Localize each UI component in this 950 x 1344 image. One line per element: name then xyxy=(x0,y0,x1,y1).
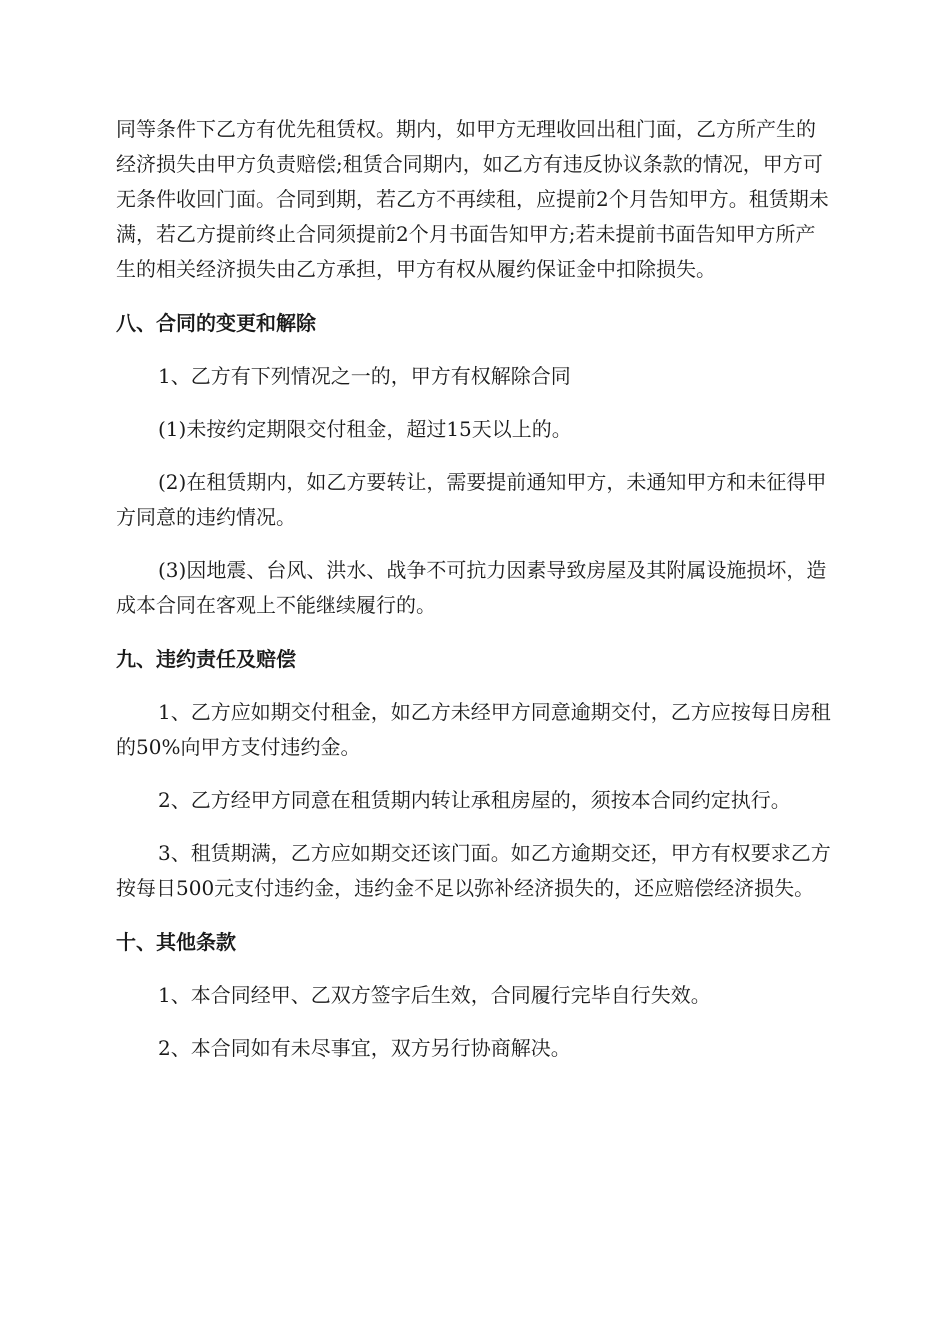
intro-paragraph: 同等条件下乙方有优先租赁权。期内，如甲方无理收回出租门面，乙方所产生的经济损失由甲方负责赔偿;租赁合同期内，如乙方有违反协议条款的情况，甲方可无条件收回门面。合同到期，若乙方不再续租，应提前2个月告知甲方。租赁期未满，若乙方提前终止合同须提前2个月书面告知甲方;若未提前书面告知甲方所产生的相关经济损失由乙方承担，甲方有权从履约保证金中扣除损失。 xyxy=(116,117,829,281)
section-8-sub-3: (3)因地震、台风、洪水、战争不可抗力因素导致房屋及其附属设施损坏，造成本合同在客观上不能继续履行的。 xyxy=(116,558,827,617)
section-9-item-1: 1、乙方应如期交付租金，如乙方未经甲方同意逾期交付，乙方应按每日房租的50%向甲方支付违约金。 xyxy=(116,700,831,759)
section-8-item-1: 1、乙方有下列情况之一的，甲方有权解除合同 xyxy=(158,364,571,388)
document-page xyxy=(116,112,832,1066)
section-9-item-3: 3、租赁期满，乙方应如期交还该门面。如乙方逾期交还，甲方有权要求乙方按每日500元支付违约金，违约金不足以弥补经济损失的，还应赔偿经济损失。 xyxy=(116,841,831,900)
section-8-heading: 八、合同的变更和解除 xyxy=(116,311,316,335)
section-9-heading: 九、违约责任及赔偿 xyxy=(116,647,296,671)
section-10-item-2: 2、本合同如有未尽事宜，双方另行协商解决。 xyxy=(158,1036,571,1060)
section-9-item-2: 2、乙方经甲方同意在租赁期内转让承租房屋的，须按本合同约定执行。 xyxy=(158,788,791,812)
section-8-sub-1: (1)未按约定期限交付租金，超过15天以上的。 xyxy=(158,417,572,441)
section-10-item-1: 1、本合同经甲、乙双方签字后生效，合同履行完毕自行失效。 xyxy=(158,983,711,1007)
section-10-heading: 十、其他条款 xyxy=(116,930,236,954)
section-8-sub-2: (2)在租赁期内，如乙方要转让，需要提前通知甲方，未通知甲方和未征得甲方同意的违约情况。 xyxy=(116,470,827,529)
